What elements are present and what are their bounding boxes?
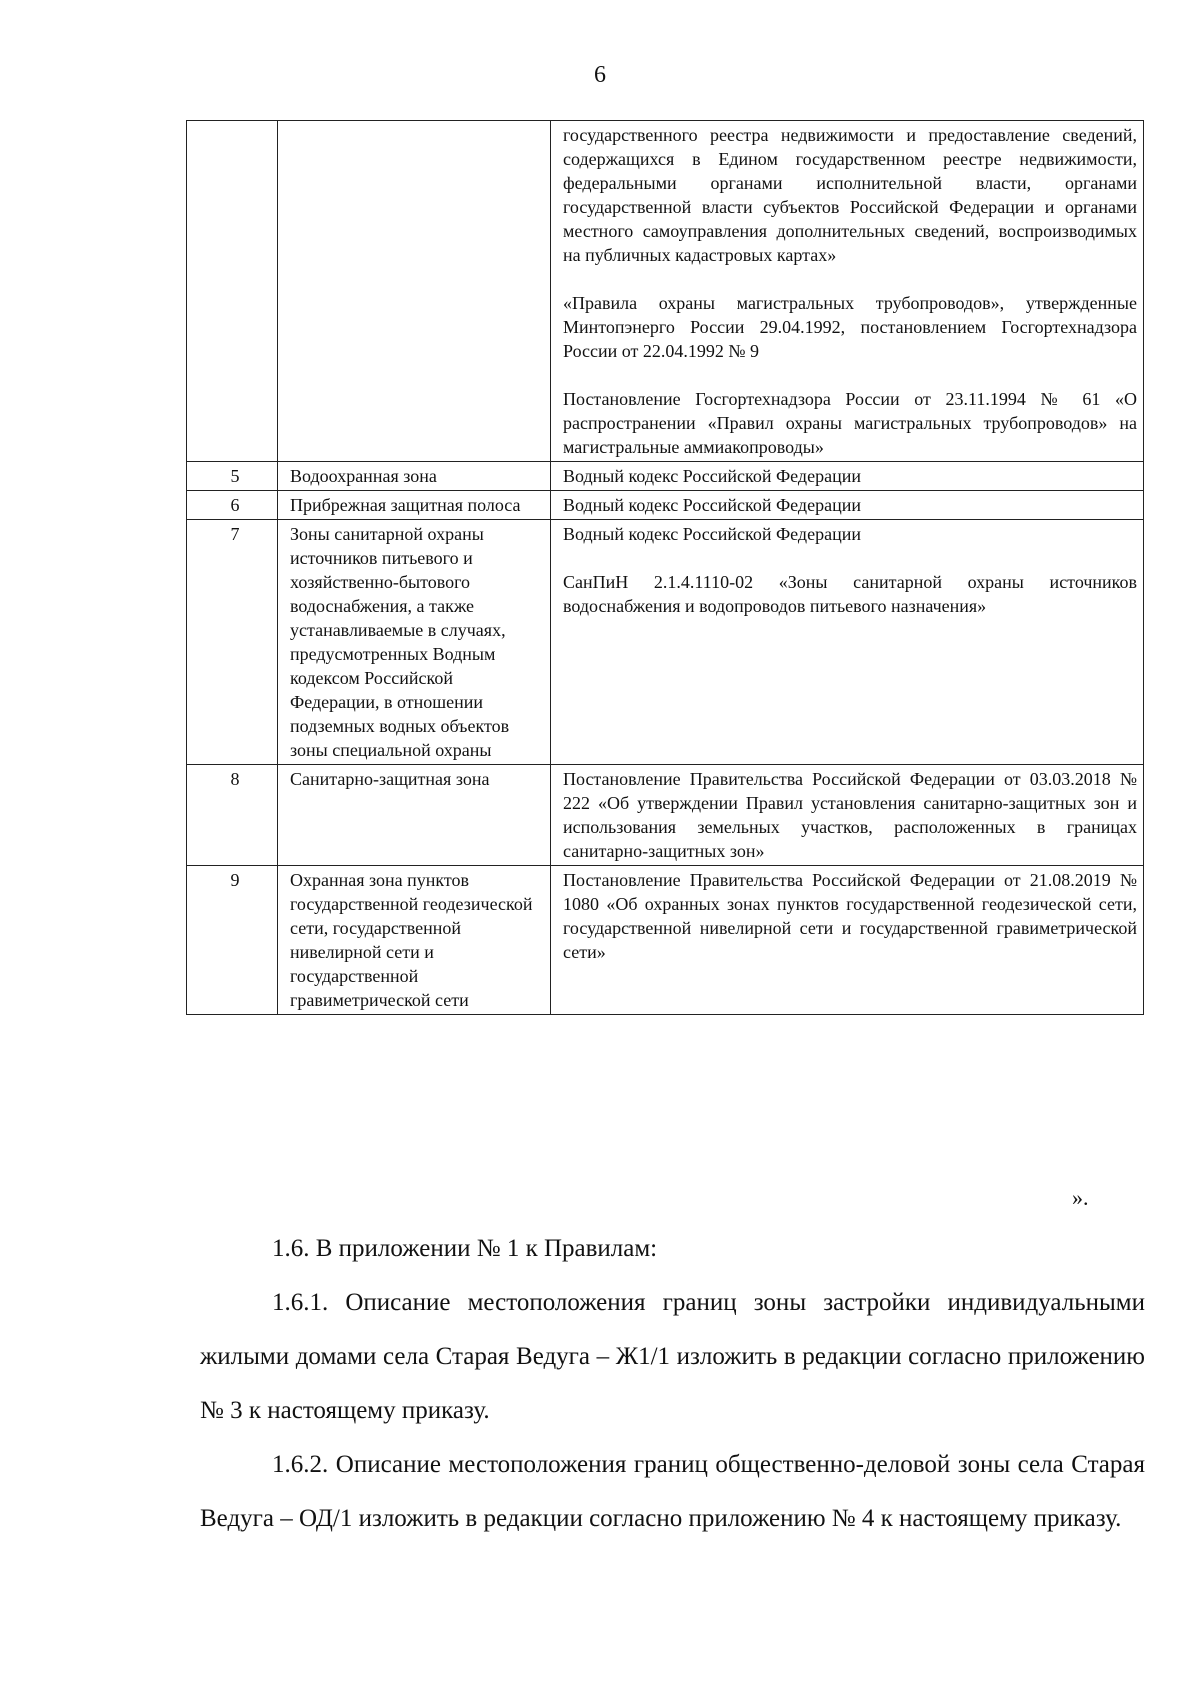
paragraph-1-6-1 (200, 1276, 1145, 1438)
document-reference: СанПиН 2.1.4.1110-02 «Зоны санитарной охраны источников водоснабжения и водопроводов питьевого назначения» (563, 572, 1137, 616)
documents-cell (551, 491, 1144, 520)
paragraph-1-6-2 (200, 1438, 1145, 1546)
table-row (187, 491, 1144, 520)
document-reference: Постановление Госгортехнадзора России от 23.11.1994 № 61 «О распространении «Правил охраны магистральных трубопроводов» на магистральные аммиакопроводы» (563, 389, 1137, 457)
table-row (187, 866, 1144, 1015)
document-reference: государственного реестра недвижимости и предоставление сведений, содержащихся в Едином государственном реестре недвижимости, федеральными органами исполнительной власти, органами государственной власти субъектов Российской Федерации и органами местного самоуправления дополнительных сведений, воспроизводимых на публичных кадастровых картах» (563, 125, 1137, 265)
row-number-cell: 9 (187, 866, 278, 1015)
documents-cell (551, 121, 1144, 462)
zone-name-cell: Охранная зона пунктов государственной геодезической сети, государственной нивелирной сети и государственной гравиметрической сети (278, 866, 551, 1015)
zones-table (186, 120, 1144, 1015)
documents-cell (551, 866, 1144, 1015)
row-number-cell: 6 (187, 491, 278, 520)
paragraph-text: 1.6.2. Описание местоположения границ общественно-деловой зоны села Старая Ведуга – ОД/1 изложить в редакции согласно приложению № 4 к настоящему приказу. (200, 1451, 1145, 1532)
row-number-cell: 5 (187, 462, 278, 491)
row-number-cell: 8 (187, 765, 278, 866)
table-row (187, 462, 1144, 491)
document-reference: Водный кодекс Российской Федерации (563, 466, 861, 486)
page-number: 6 (594, 62, 606, 88)
document-reference: Водный кодекс Российской Федерации (563, 524, 861, 544)
zone-name-cell: Санитарно-защитная зона (278, 765, 551, 866)
row-number-cell (187, 121, 278, 462)
documents-cell (551, 765, 1144, 866)
paragraph-text: 1.6.1. Описание местоположения границ зоны застройки индивидуальными жилыми домами села Старая Ведуга – Ж1/1 изложить в редакции согласно приложению № 3 к настоящему приказу. (200, 1289, 1145, 1424)
zone-name-cell: Прибрежная защитная полоса (278, 491, 551, 520)
document-reference: Водный кодекс Российской Федерации (563, 495, 861, 515)
table-row (187, 121, 1144, 462)
paragraph-text: 1.6. В приложении № 1 к Правилам: (272, 1235, 658, 1262)
zone-name-cell (278, 121, 551, 462)
table-row (187, 520, 1144, 765)
paragraph-1-6 (200, 1222, 1145, 1276)
row-number-cell: 7 (187, 520, 278, 765)
documents-cell (551, 462, 1144, 491)
document-reference: Постановление Правительства Российской Федерации от 21.08.2019 № 1080 «Об охранных зонах пунктов государственной геодезической сети, государственной нивелирной сети и государственной гравиметрической сети» (563, 870, 1137, 962)
zone-name-cell: Зоны санитарной охраны источников питьевого и хозяйственно-бытового водоснабжения, а также устанавливаемые в случаях, предусмотренных Водным кодексом Российской Федерации, в отношении подземных водных объектов зоны специальной охраны (278, 520, 551, 765)
document-reference: «Правила охраны магистральных трубопроводов», утвержденные Минтопэнерго России 29.04.1992, постановлением Госгортехнадзора России от 22.04.1992 № 9 (563, 293, 1137, 361)
closing-quote-mark: ». (1072, 1185, 1089, 1210)
zone-name-cell: Водоохранная зона (278, 462, 551, 491)
table-row (187, 765, 1144, 866)
documents-cell (551, 520, 1144, 765)
document-reference: Постановление Правительства Российской Федерации от 03.03.2018 № 222 «Об утверждении Правил установления санитарно-защитных зон и использования земельных участков, расположенных в границах санитарно-защитных зон» (563, 769, 1137, 861)
